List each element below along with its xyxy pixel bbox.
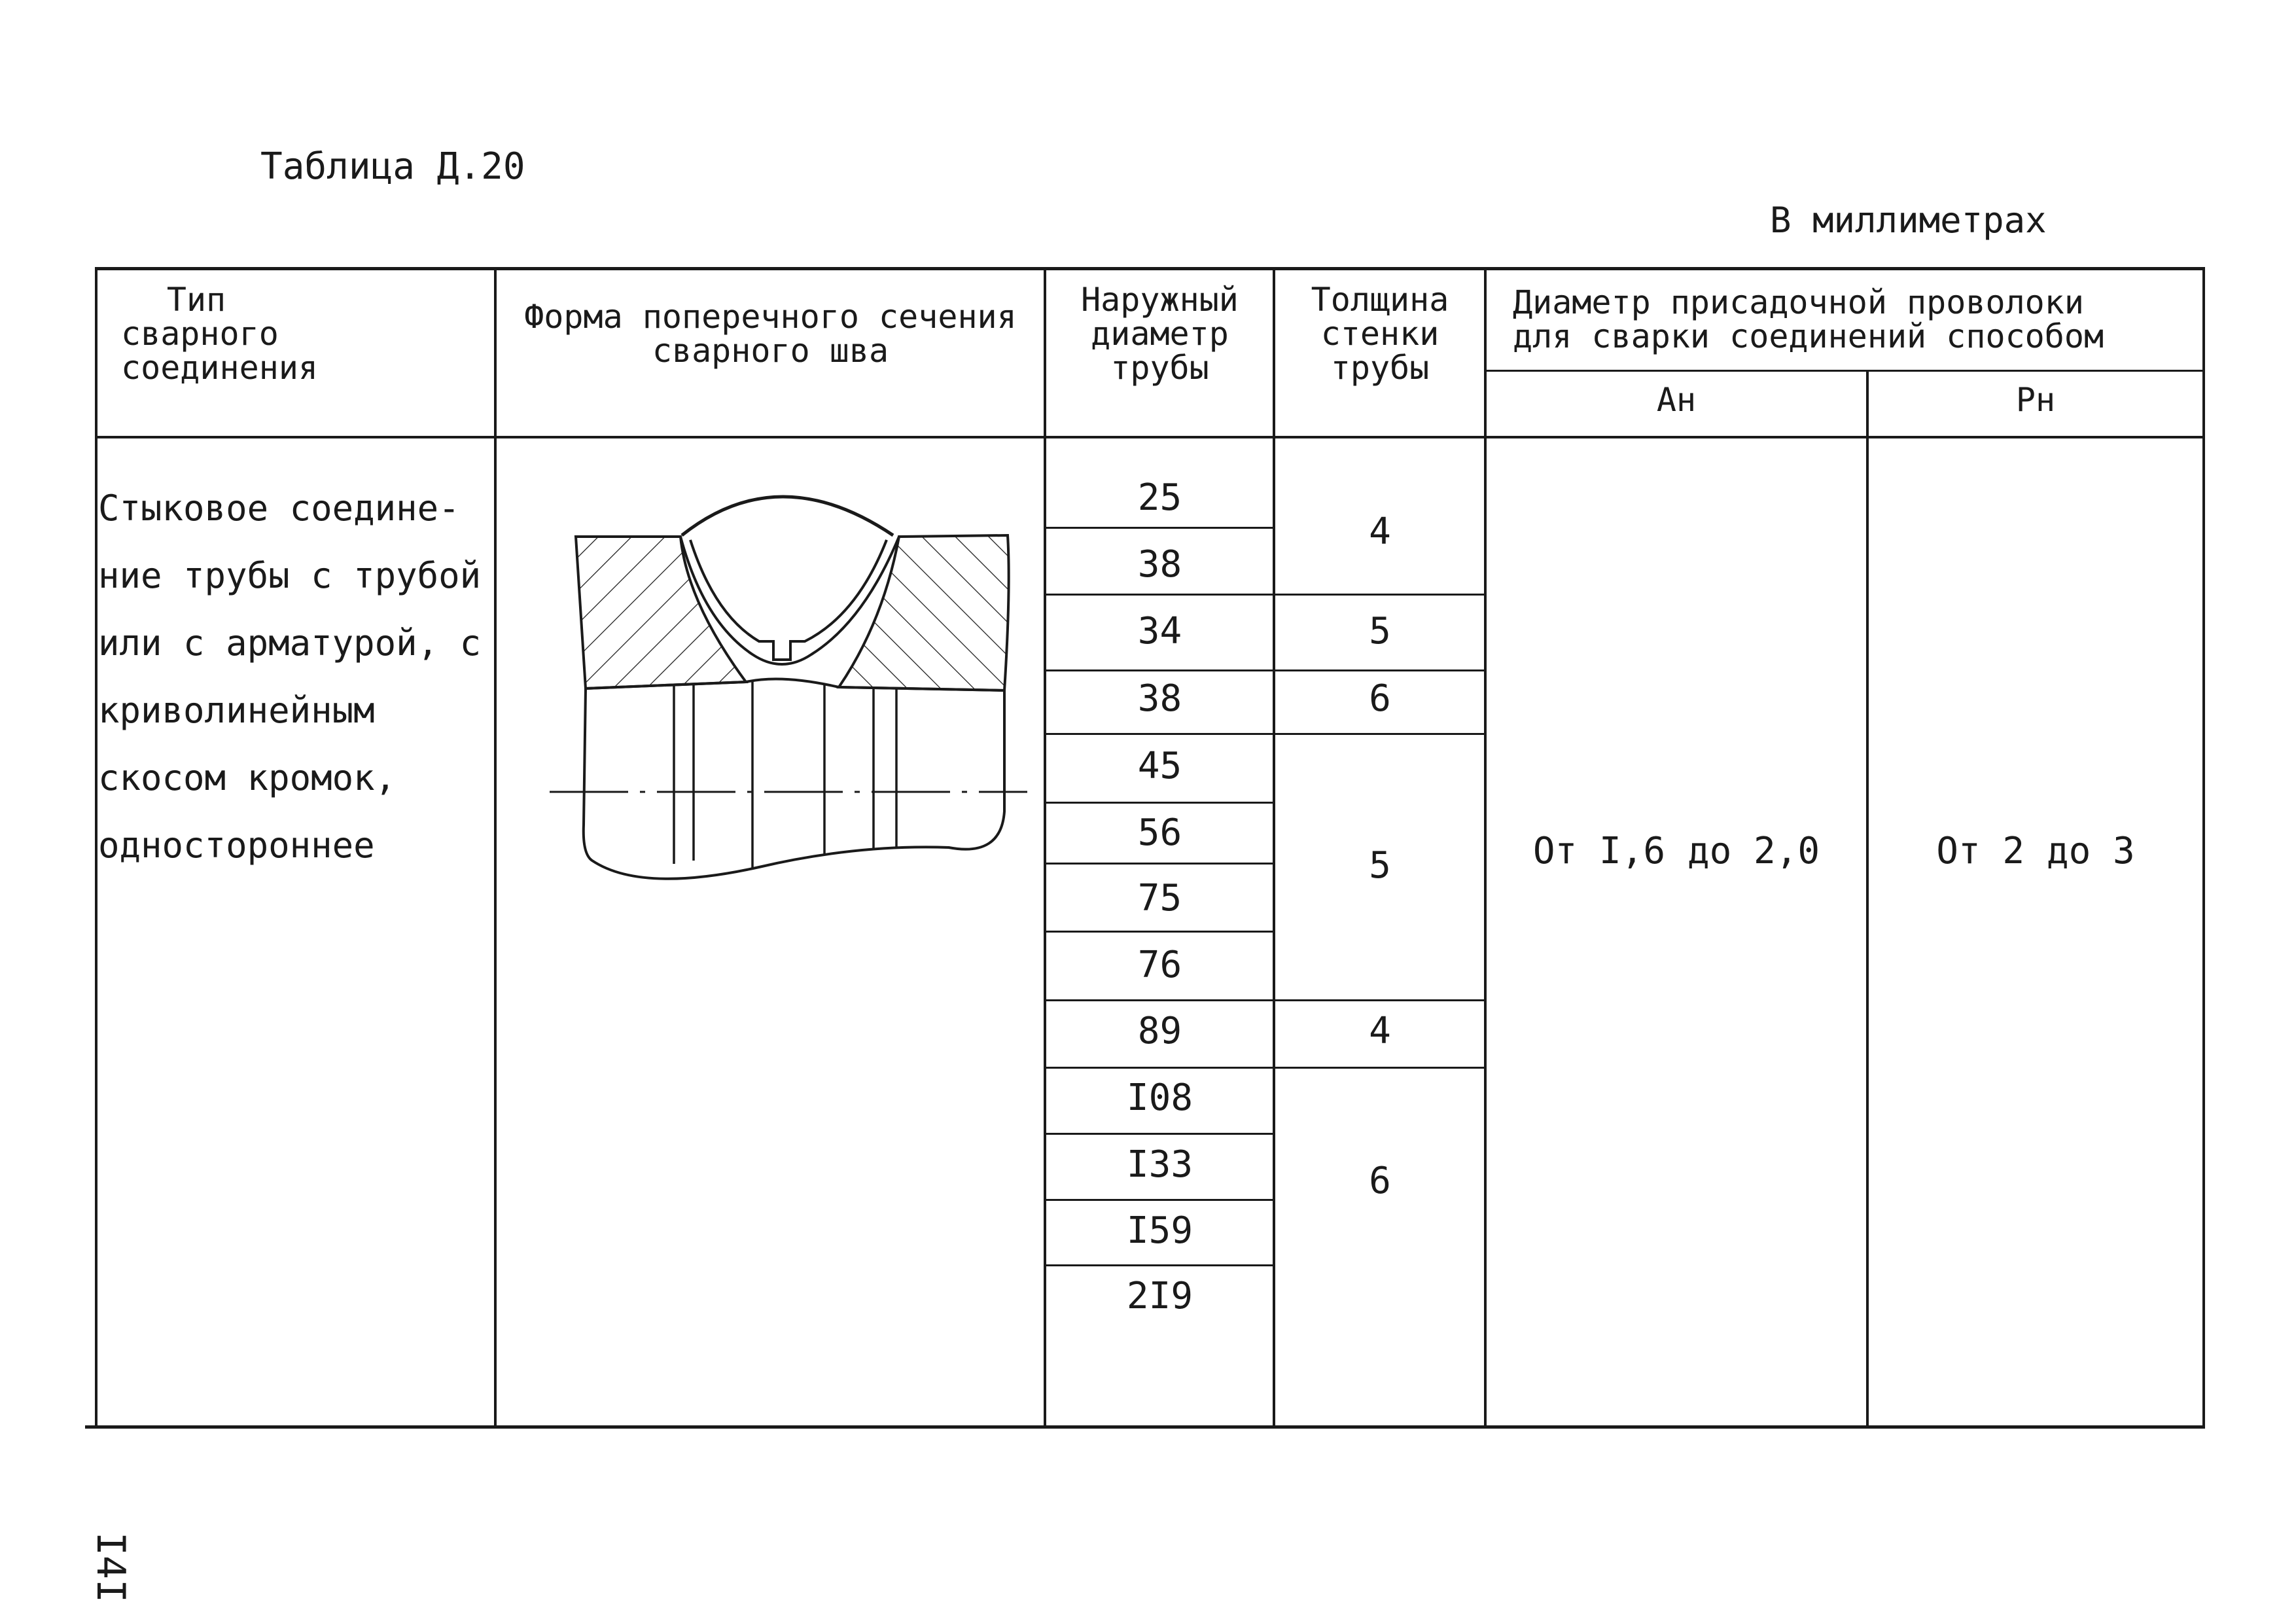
header-method-an: Ан — [1656, 381, 1697, 419]
units-note: В миллиметрах — [1770, 200, 2047, 241]
diameter-value: 56 — [1137, 812, 1182, 854]
header-shape: Форма поперечного сечения сварного шва — [524, 298, 1017, 370]
thickness-value: 4 — [1369, 1010, 1391, 1052]
header-type: Тип сварного соединения — [121, 281, 319, 387]
thickness-value: 6 — [1369, 1160, 1391, 1202]
diameter-value: 89 — [1137, 1010, 1182, 1052]
joint-description: Стыковое соедине- ние трубы с трубой или с арматурой, с криволинейным скосом кромок, одностороннее — [98, 488, 482, 866]
weld-cross-section-drawing — [543, 458, 1040, 916]
header-method-rn: Рн — [2015, 381, 2056, 419]
thickness-value: 6 — [1369, 677, 1391, 720]
diameter-value: I33 — [1126, 1143, 1193, 1186]
header-wire-diameter: Диаметр присадочной проволоки для сварки соединений способом — [1513, 283, 2104, 355]
diameter-value: 34 — [1137, 610, 1182, 652]
diameter-value: 76 — [1137, 944, 1182, 986]
page-number: I4I — [88, 1531, 134, 1603]
thickness-value: 4 — [1369, 510, 1391, 553]
thickness-value: 5 — [1369, 844, 1391, 887]
diameter-value: 38 — [1137, 543, 1182, 586]
diameter-value: I08 — [1126, 1077, 1193, 1119]
wire-diameter-an: От I,6 до 2,0 — [1532, 830, 1820, 872]
thickness-value: 5 — [1369, 610, 1391, 652]
diameter-value: 25 — [1137, 476, 1182, 519]
diameter-value: 38 — [1137, 677, 1182, 720]
diameter-value: 75 — [1137, 877, 1182, 919]
diameter-value: 45 — [1137, 745, 1182, 787]
diameter-value: 2I9 — [1126, 1275, 1193, 1317]
header-wall-thickness: Толщина стенки трубы — [1311, 281, 1449, 387]
table-label: Таблица Д.20 — [260, 145, 525, 188]
diameter-value: I59 — [1126, 1209, 1193, 1252]
wire-diameter-rn: От 2 до 3 — [1936, 830, 2135, 872]
header-outer-diameter: Наружный диаметр трубы — [1081, 281, 1239, 387]
